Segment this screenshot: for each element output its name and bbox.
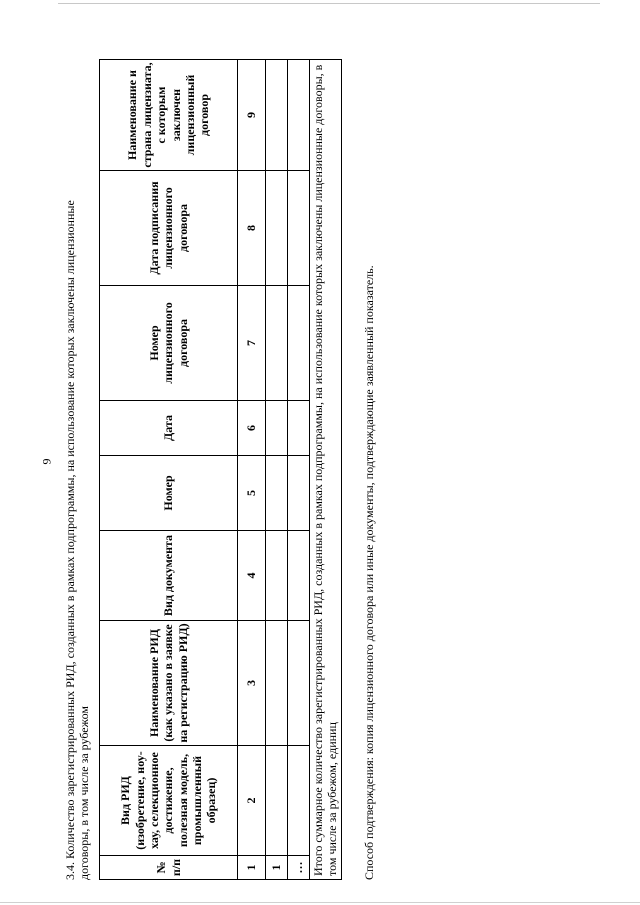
header-cell: № п/п <box>100 856 238 880</box>
table-cell <box>266 286 288 401</box>
table-cell <box>266 60 288 171</box>
header-cell: Наименование и страна лицензиата, с которым заключен лицензионный договор <box>100 60 238 171</box>
column-number-cell: 2 <box>238 746 266 856</box>
total-row <box>310 60 342 880</box>
heading-line-2: договоры, в том числе за рубежом <box>77 706 92 880</box>
header-cell: Наименование РИД (как указано в заявке на регистрацию РИД) <box>100 621 238 746</box>
header-cell: Номер <box>100 456 238 531</box>
column-number-cell: 4 <box>238 531 266 621</box>
column-number-cell: 1 <box>238 856 266 880</box>
column-number-cell: 7 <box>238 286 266 401</box>
table-row <box>266 60 288 880</box>
table-cell <box>266 746 288 856</box>
header-cell: Вид РИД (изобретение, ноу-хау, селекционное достижение, полезная модель, промышленный образец) <box>100 746 238 856</box>
header-cell: Дата подписания лицензионного договора <box>100 171 238 286</box>
table-cell <box>266 531 288 621</box>
header-cell: Вид документа <box>100 531 238 621</box>
column-number-cell: 8 <box>238 171 266 286</box>
header-cell: Дата <box>100 401 238 456</box>
table-cell <box>266 171 288 286</box>
table-cell <box>288 746 310 856</box>
table-cell <box>288 621 310 746</box>
heading-line-1: 3.4. Количество зарегистрированных РИД, созданных в рамках подпрограммы, на использование которых заключены лицензионные <box>63 200 77 880</box>
table-cell: 1 <box>266 856 288 880</box>
license-agreements-table <box>99 59 342 880</box>
page-number: 9 <box>39 458 54 465</box>
table-cell <box>266 456 288 531</box>
table-cell <box>288 171 310 286</box>
table-cell <box>288 531 310 621</box>
header-cell: Номер лицензионного договора <box>100 286 238 401</box>
table-cell <box>288 60 310 171</box>
rotated-page-content <box>63 30 628 880</box>
column-number-row <box>238 60 266 880</box>
total-row-text: Итого суммарное количество зарегистрированных РИД, созданных в рамках подпрограммы, на использование которых заключены лицензионные договоры, в том числе за рубежом, единиц <box>310 60 342 880</box>
column-number-cell: 6 <box>238 401 266 456</box>
table-cell <box>288 286 310 401</box>
table-cell <box>288 401 310 456</box>
table-header-row <box>100 60 238 880</box>
scan-bottom-line <box>0 902 640 903</box>
table-cell: … <box>288 856 310 880</box>
table-row <box>288 60 310 880</box>
scan-top-line <box>58 3 600 4</box>
table-cell <box>266 401 288 456</box>
table-cell <box>266 621 288 746</box>
column-number-cell: 5 <box>238 456 266 531</box>
column-number-cell: 3 <box>238 621 266 746</box>
section-heading <box>63 60 92 880</box>
table-cell <box>288 456 310 531</box>
confirmation-method-note: Способ подтверждения: копия лицензионного договора или иные документы, подтверждающие заявленный показатель. <box>362 265 376 880</box>
column-number-cell: 9 <box>238 60 266 171</box>
